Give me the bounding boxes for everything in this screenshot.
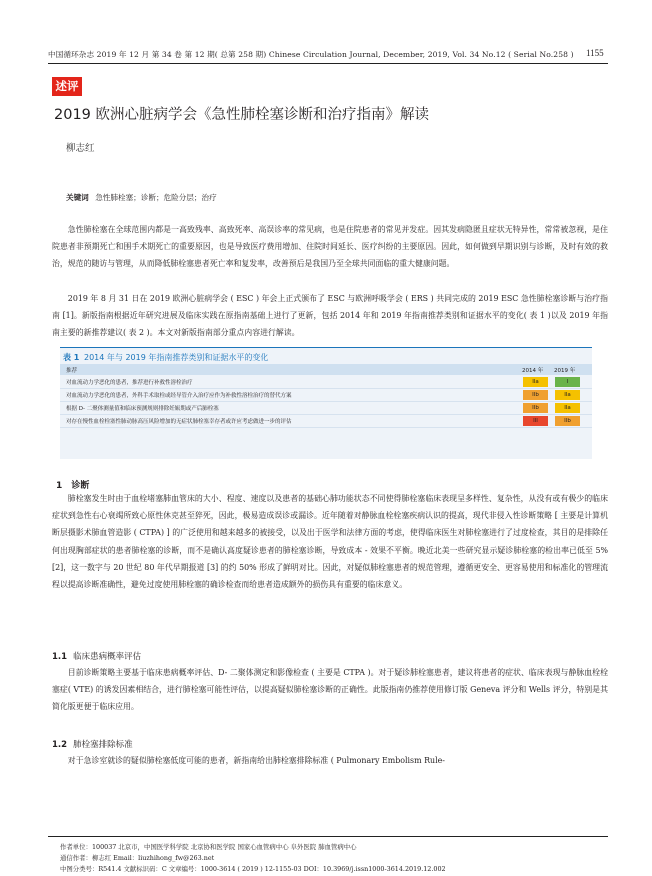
header-rule	[48, 63, 608, 64]
section-1-1-heading	[52, 650, 141, 662]
table-1-col-recommendation: 推荐	[66, 368, 78, 374]
keywords-label: 关键词	[66, 193, 89, 202]
class-badge-2019: IIa	[555, 403, 580, 413]
section-1-2-number: 1.2	[52, 740, 68, 750]
class-badge-2019: IIa	[555, 390, 580, 400]
running-head: 中国循环杂志 2019 年 12 月 第 34 卷 第 12 期( 总第 258 期) Chinese Circulation Journal, December, 2019, Vol. 34 No.12 ( Serial No.258 )	[48, 50, 574, 59]
table-row	[60, 415, 592, 428]
table-1-header	[60, 364, 592, 375]
table-cell-recommendation: 对存在慢性血栓栓塞性肺动脉高压风险增加的无症状肺栓塞幸存者或许应考虑做进一步的评估	[66, 419, 292, 425]
class-badge-2014: III	[523, 416, 548, 426]
footnote-correspondence: 通信作者：柳志红 Email：liuzhihong_fw@263.net	[60, 854, 215, 862]
author: 柳志红	[66, 143, 95, 154]
clinical-probability-paragraph: 目前诊断策略主要基于临床患病概率评估、D- 二聚体测定和影像检查 ( 主要是 CTPA )。对于疑诊肺栓塞患者，建议将患者的症状、临床表现与静脉血栓栓塞症( VTE) 的诱发因素相结合，进行肺栓塞可能性评估，以提高疑似肺栓塞诊断的正确性。此版指南仍推荐使用修订版 Geneva 评分和 Wells 评分，特别是其简化版更便于临床应用。	[52, 668, 608, 712]
class-badge-2019: I	[555, 377, 580, 387]
footnote-affiliation: 作者单位：100037 北京市，中国医学科学院 北京协和医学院 国家心血管病中心 阜外医院 肺血管病中心	[60, 843, 357, 851]
table-row	[60, 402, 592, 415]
exclusion-criteria-paragraph: 对于急诊室就诊的疑似肺栓塞低度可能的患者，新指南给出肺栓塞排除标准 ( Pulmonary Embolism Rule-	[67, 756, 445, 765]
class-badge-2014: IIa	[523, 377, 548, 387]
article-title: 2019 欧洲心脏病学会《急性肺栓塞诊断和治疗指南》解读	[54, 107, 430, 123]
table-cell-recommendation: 对血流动力学恶化的患者，外科手术取栓或经导管介入治疗应作为补救性溶栓治疗的替代方案	[66, 393, 292, 399]
intro-paragraph-1: 急性肺栓塞在全球范围内都是一高致残率、高致死率、高误诊率的常见病，也是住院患者的常见并发症。因其发病隐匿且症状无特异性，常常被忽视，是住院患者非预期死亡和围手术期死亡的重要原因，也是导致医疗费用增加、住院时间延长、医疗纠纷的主要原因。因此，如何做到早期识别与诊断，及时有效的救治，规范的随访与管理，从而降低肺栓塞患者死亡率和复发率，改善预后是我国乃至全球共同面临的重大健康问题。	[52, 225, 608, 269]
section-1-1-number: 1.1	[52, 652, 68, 662]
table-cell-recommendation: 对血流动力学恶化的患者，推荐进行补救性溶栓治疗	[66, 380, 193, 386]
section-1-title: 诊断	[71, 481, 90, 491]
table-row	[60, 376, 592, 389]
section-1-number: 1	[56, 481, 63, 491]
table-1-title: 2014 年与 2019 年指南推荐类别和证据水平的变化	[84, 353, 269, 362]
table-1-number: 表 1	[63, 353, 80, 362]
keywords	[66, 192, 217, 203]
table-1-caption	[60, 347, 592, 364]
page-number: 1155	[586, 48, 604, 58]
section-badge: 述评	[52, 77, 82, 96]
class-badge-2014: IIb	[523, 403, 548, 413]
class-badge-2019: IIb	[555, 416, 580, 426]
table-1-body	[60, 376, 592, 428]
section-1-1-title: 临床患病概率评估	[73, 652, 142, 662]
table-cell-recommendation: 根据 D- 二聚体测量值和临床预测规则排除妊娠期或产后肺栓塞	[66, 406, 219, 412]
footnote-rule	[48, 836, 608, 837]
section-1-2-title: 肺栓塞排除标准	[73, 740, 133, 750]
class-badge-2014: IIb	[523, 390, 548, 400]
diagnosis-paragraph: 肺栓塞发生时由于血栓堵塞肺血管床的大小、程度、速度以及患者的基础心肺功能状态不同使得肺栓塞临床表现呈多样性、复杂性，从没有或有极少的临床症状到急性右心衰竭所致心原性休克甚至猝死，因此，极易造成误诊或漏诊。近年随着对静脉血栓栓塞疾病认识的提高，现代非侵入性诊断策略 [ 主要是计算机断层摄影术肺血管造影 ( CTPA) ] 的广泛使用和越来越多的被接受，以及出于医学和法律方面的考虑，使得临床医生对肺栓塞进行了过度检查，其目的是排除任何出现胸部症状的患者肺栓塞的诊断，而不是确认高度疑诊患者的肺栓塞诊断，导致成本 - 效果不平衡。晚近北美一些研究显示疑诊肺栓塞的检出率已低至 5% [2]，这一数字与 20 世纪 80 年代早期报道 [3] 的约 50% 形成了鲜明对比。因此，对疑似肺栓塞患者的规范管理，遵循更安全、更容易使用和标准化的管理流程以提高诊断准确性，避免过度使用肺栓塞的确诊检查而给患者造成额外的损伤具有重要的临床意义。	[52, 494, 608, 590]
keywords-text: 急性肺栓塞；诊断；危险分层；治疗	[95, 193, 217, 202]
table-row	[60, 389, 592, 402]
table-1-col-2019: 2019 年	[554, 368, 576, 374]
intro-paragraph-2: 2019 年 8 月 31 日在 2019 欧洲心脏病学会 ( ESC ) 年会上正式颁布了 ESC 与欧洲呼吸学会 ( ERS ) 共同完成的 2019 ESC 急性肺栓塞诊断与治疗指南 [1]。新版指南根据近年研究进展及临床实践在原指南基础上进行了更新，包括 2014 年和 2019 年指南推荐类别和证据水平的变化( 表 1 )以及 2019 年指南主要的新推荐建议( 表 2 )。本文对新版指南部分重点内容进行解读。	[52, 294, 608, 338]
footnote-classification: 中图分类号：R541.4 文献标识码：C 文章编号：1000-3614 ( 2019 ) 12-1155-03 DOI：10.3969/j.issn1000-3614.2019.12.002	[60, 865, 446, 873]
table-1-col-2014: 2014 年	[522, 368, 544, 374]
section-1-2-heading	[52, 738, 133, 750]
